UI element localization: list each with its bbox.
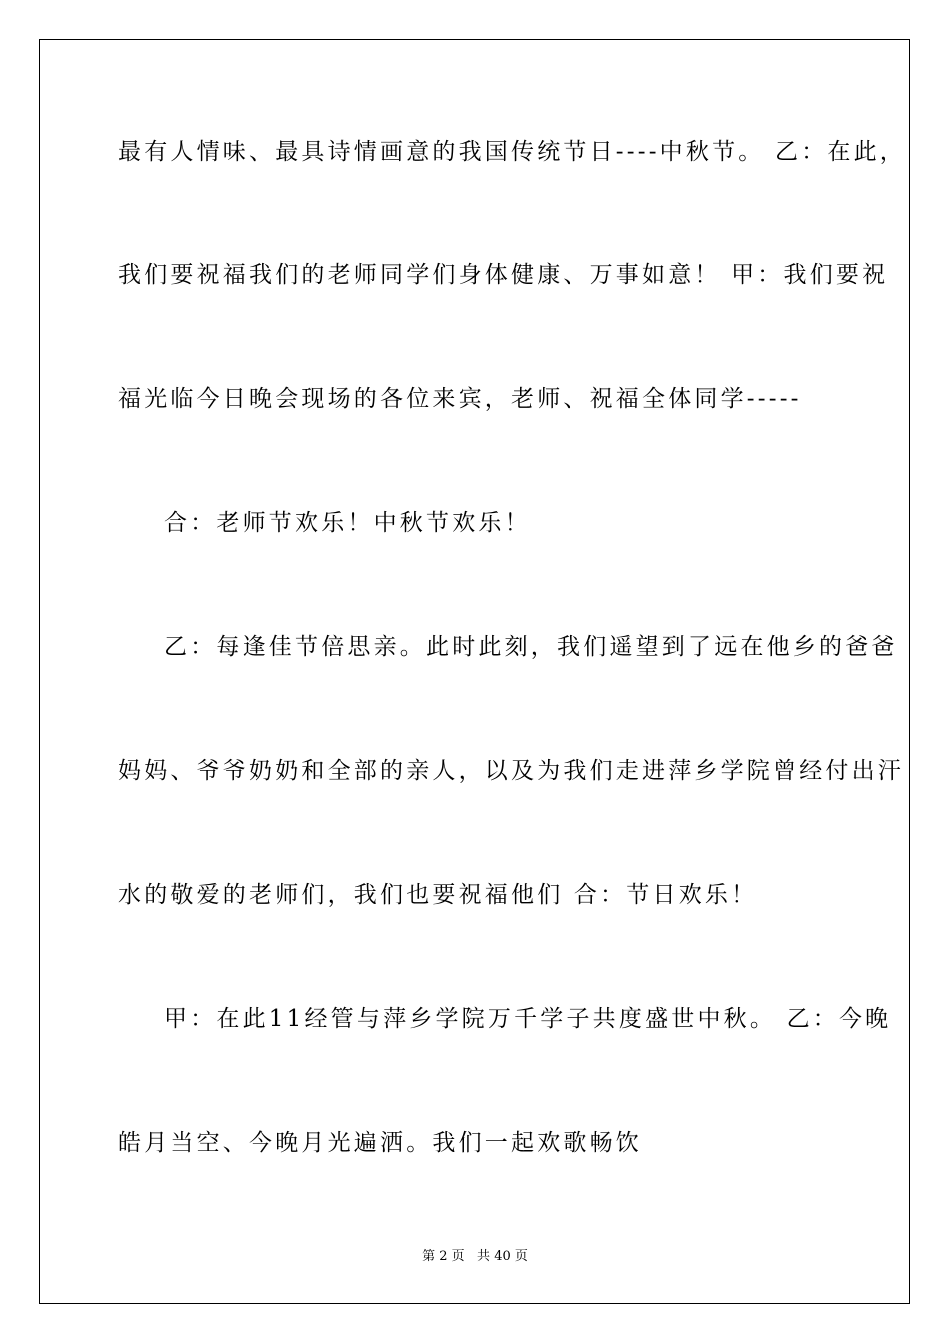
page-number-footer: 第 2 页 共 40 页: [422, 1249, 528, 1264]
text-line-6: 妈妈、爷爷奶奶和全部的亲人，以及为我们走进萍乡学院曾经付出汗: [118, 758, 904, 784]
text-line-2: 我们要祝福我们的老师同学们身体健康、万事如意！ 甲：我们要祝: [118, 262, 889, 288]
text-line-9: 皓月当空、今晚月光遍洒。我们一起欢歌畅饮: [118, 1130, 642, 1156]
text-line-1: 最有人情味、最具诗情画意的我国传统节日----中秋节。 乙：在此，: [118, 139, 906, 165]
text-line-8: 甲：在此11经管与萍乡学院万千学子共度盛世中秋。 乙：今晚: [164, 1006, 892, 1032]
text-line-4: 合：老师节欢乐！中秋节欢乐！: [164, 510, 531, 536]
text-line-3: 福光临今日晚会现场的各位来宾，老师、祝福全体同学-----: [118, 386, 802, 412]
text-line-5: 乙：每逢佳节倍思亲。此时此刻，我们遥望到了远在他乡的爸爸: [164, 634, 898, 660]
text-line-7: 水的敬爱的老师们，我们也要祝福他们 合：节日欢乐！: [118, 882, 758, 908]
page-frame: [39, 39, 910, 1304]
